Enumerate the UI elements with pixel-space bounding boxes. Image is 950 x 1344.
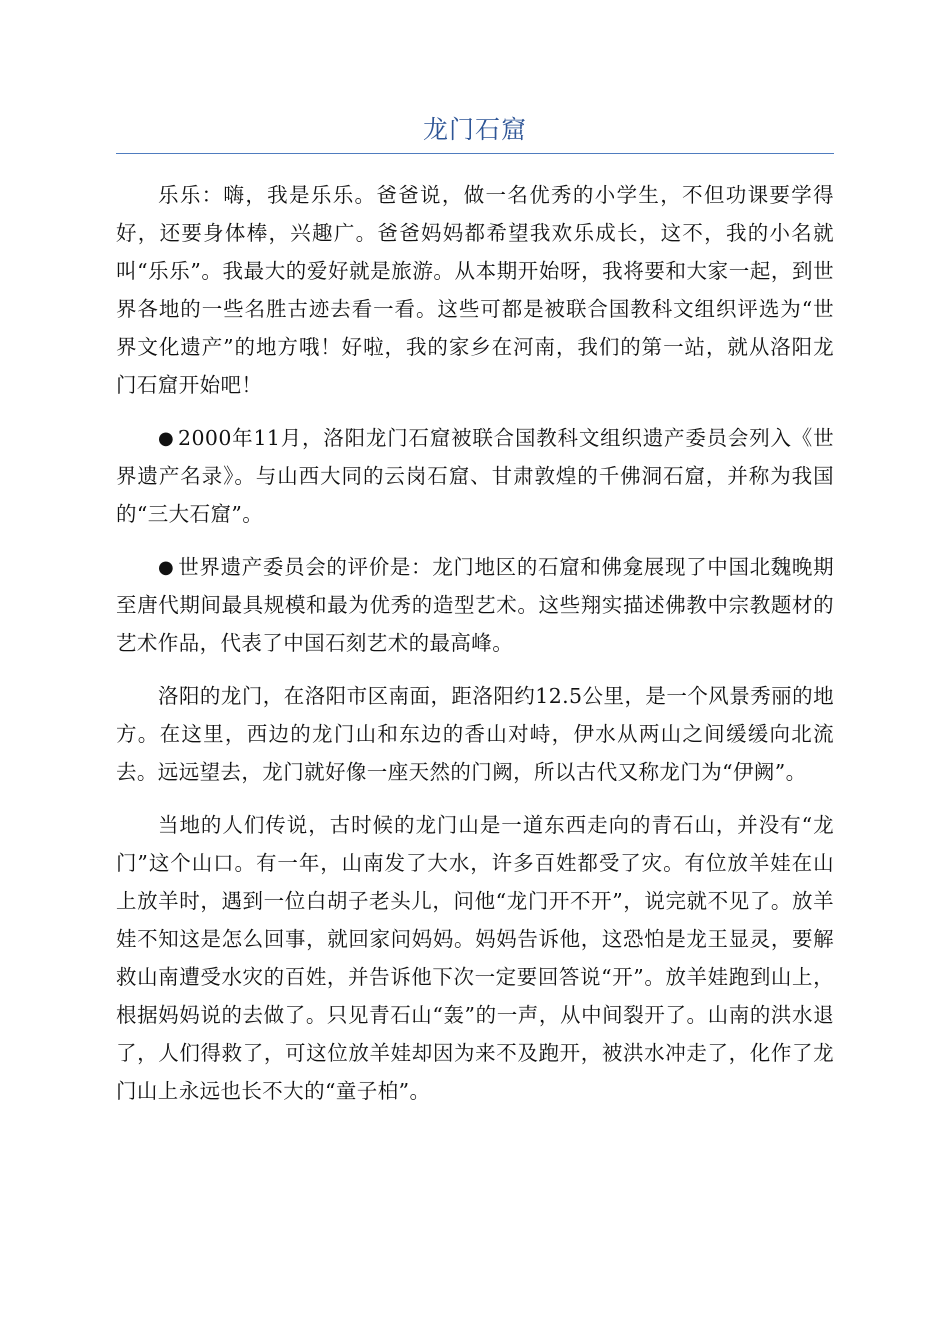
paragraph-heritage-listing — [116, 419, 834, 533]
document-body — [116, 176, 834, 1110]
bullet-icon: ● — [158, 428, 175, 449]
paragraph-location — [116, 677, 834, 791]
document-title: 龙门石窟 — [422, 115, 527, 144]
paragraph-committee-evaluation — [116, 548, 834, 662]
paragraph-legend — [116, 806, 834, 1110]
bullet-icon: ● — [158, 557, 175, 578]
paragraph-intro — [116, 176, 834, 404]
paragraph-text: 世界遗产委员会的评价是：龙门地区的石窟和佛龛展现了中国北魏晚期至唐代期间最具规模和最为优秀的造型艺术。这些翔实描述佛教中宗教题材的艺术作品，代表了中国石刻艺术的最高峰。 — [116, 555, 834, 655]
paragraph-text: 乐乐：嗨，我是乐乐。爸爸说，做一名优秀的小学生，不但功课要学得好，还要身体棒，兴趣广。爸爸妈妈都希望我欢乐成长，这不，我的小名就叫“乐乐”。我最大的爱好就是旅游。从本期开始呀，我将要和大家一起，到世界各地的一些名胜古迹去看一看。这些可都是被联合国教科文组织评选为“世界文化遗产”的地方哦！好啦，我的家乡在河南，我们的第一站，就从洛阳龙门石窟开始吧！ — [116, 183, 834, 397]
paragraph-text: 洛阳的龙门，在洛阳市区南面，距洛阳约12.5公里，是一个风景秀丽的地方。在这里，西边的龙门山和东边的香山对峙，伊水从两山之间缓缓向北流去。远远望去，龙门就好像一座天然的门阙，所以古代又称龙门为“伊阙”。 — [116, 684, 834, 784]
paragraph-text: 当地的人们传说，古时候的龙门山是一道东西走向的青石山，并没有“龙门”这个山口。有一年，山南发了大水，许多百姓都受了灾。有位放羊娃在山上放羊时，遇到一位白胡子老头儿，问他“龙门开不开”，说完就不见了。放羊娃不知这是怎么回事，就回家问妈妈。妈妈告诉他，这恐怕是龙王显灵，要解救山南遭受水灾的百姓，并告诉他下次一定要回答说“开”。放羊娃跑到山上，根据妈妈说的去做了。只见青石山“轰”的一声，从中间裂开了。山南的洪水退了，人们得救了，可这位放羊娃却因为来不及跑开，被洪水冲走了，化作了龙门山上永远也长不大的“童子柏”。 — [116, 813, 834, 1103]
title-underline — [116, 153, 834, 154]
document-page — [116, 108, 834, 1110]
paragraph-text: 2000年11月，洛阳龙门石窟被联合国教科文组织遗产委员会列入《世界遗产名录》。与山西大同的云岗石窟、甘肃敦煌的千佛洞石窟，并称为我国的“三大石窟”。 — [116, 426, 834, 526]
